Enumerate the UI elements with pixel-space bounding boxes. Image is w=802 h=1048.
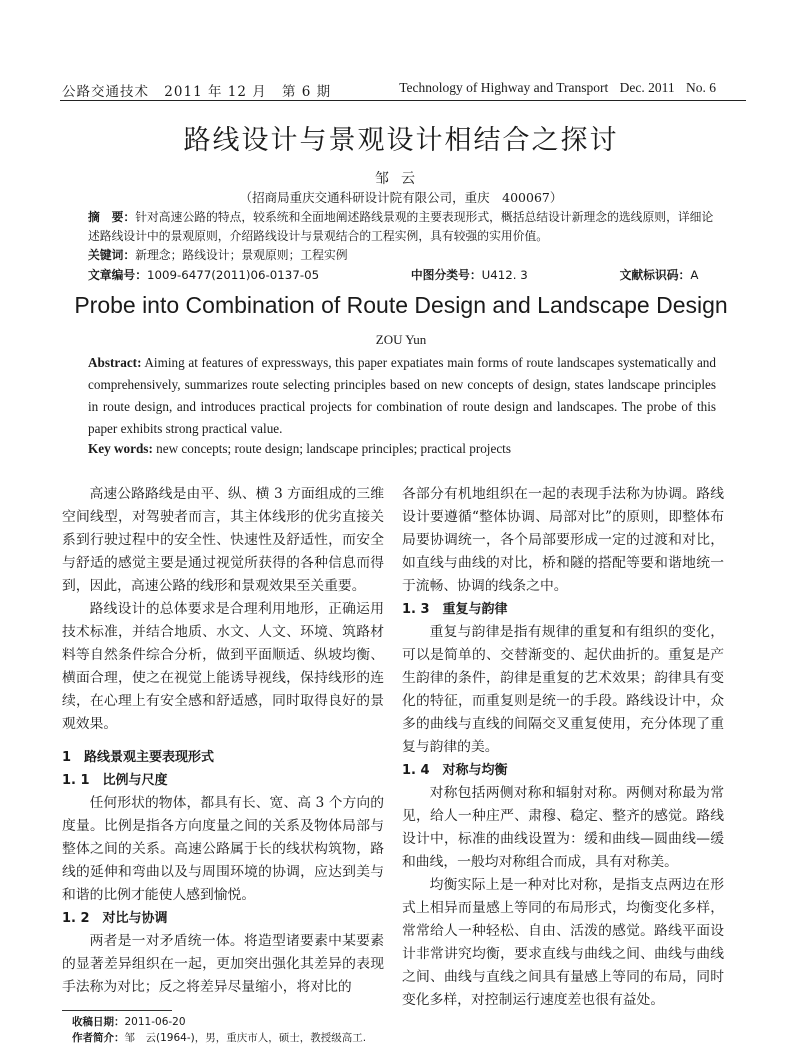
keywords-en-label: Key words: bbox=[88, 441, 153, 456]
abstract-en-text: Aiming at features of expressways, this paper expatiates main forms of route landscapes systematically and comprehensively, summarizes route selecting principles based on new concepts of design, states landscape principles in route design, and introduces practical projects for combination of route design and landscapes. The probe of this paper exhibits strong practical value. bbox=[88, 355, 716, 436]
body-paragraph: 两者是一对矛盾统一体。将造型诸要素中某要素的显著差异组织在一起，更加突出强化其差异的表现手法称为对比；反之将差异尽量缩小，将对比的 bbox=[62, 933, 384, 995]
subsection-heading-1-4: 1. 4 对称与均衡 bbox=[402, 763, 508, 778]
body-column-right bbox=[402, 483, 724, 1012]
body-paragraph: 各部分有机地组织在一起的表现手法称为协调。路线设计要遵循“整体协调、局部对比”的原则，即整体布局要协调统一，各个局部要形成一定的过渡和对比，如直线与曲线的对比，桥和隧的搭配等要和谐地统一于流畅、协调的线条之中。 bbox=[402, 486, 724, 594]
running-header-cn bbox=[62, 80, 341, 100]
keywords-en-text: new concepts; route design; landscape principles; practical projects bbox=[152, 441, 511, 456]
body-paragraph: 均衡实际上是一种对比对称，是指支点两边在形式上相异而量感上等同的布局形式，均衡变化多样，常常给人一种轻松、自由、活泼的感觉。路线平面设计非常讲究均衡，要求直线与曲线之间、曲线与曲线之间、曲线与直线之间具有量感上等同的布局，同时变化多样，对控制运行速度差也很有益处。 bbox=[402, 877, 724, 1008]
author-name-en: ZOU Yun bbox=[375, 332, 427, 347]
paper-title-cn: 路线设计与景观设计相结合之探讨 bbox=[183, 125, 619, 156]
body-paragraph: 对称包括两侧对称和辐射对称。两侧对称最为常见，给人一种庄严、肃穆、稳定、整齐的感觉。路线设计中，标准的曲线设置为：缓和曲线—圆曲线—缓和曲线，一般均对称组合而成，具有对称美。 bbox=[402, 785, 724, 870]
body-paragraph: 路线设计的总体要求是合理利用地形，正确运用技术标准，并结合地质、水文、人文、环境、筑路材料等自然条件综合分析，做到平面顺适、纵坡均衡、横面合理，使之在视觉上能诱导视线，保持线形的连续，在心理上有安全感和舒适感，同时取得良好的景观效果。 bbox=[62, 601, 384, 732]
received-date bbox=[72, 1014, 186, 1029]
abstract-en bbox=[88, 352, 716, 440]
subsection-heading-1-3: 1. 3 重复与韵律 bbox=[402, 602, 508, 617]
issue-date-cn: 2011 年 12 月 bbox=[164, 84, 267, 100]
clc-number: 中图分类号：U412. 3 bbox=[410, 268, 528, 282]
abstract-en-label: Abstract: bbox=[88, 355, 142, 370]
document-code: 文献标识码：A bbox=[619, 268, 699, 282]
running-header-en bbox=[391, 80, 716, 96]
received-date-label: 收稿日期： bbox=[72, 1016, 125, 1028]
subsection-heading-1-1: 1. 1 比例与尺度 bbox=[62, 773, 168, 788]
abstract-cn-text: 针对高速公路的特点，较系统和全面地阐述路线景观的主要表现形式，概括总结设计新理念的选线原则，详细论述路线设计中的景观原则，介绍路线设计与景观结合的工程实例，具有较强的实用价值。 bbox=[88, 210, 714, 243]
issue-number-cn: 第 6 期 bbox=[282, 84, 332, 100]
journal-name-cn: 公路交通技术 bbox=[62, 84, 149, 100]
abstract-cn bbox=[88, 208, 718, 246]
author-bio bbox=[72, 1030, 366, 1045]
issue-number-en: No. 6 bbox=[686, 80, 716, 95]
keywords-en bbox=[88, 441, 716, 457]
body-paragraph: 任何形状的物体，都具有长、宽、高 3 个方向的度量。比例是指各方向度量之间的关系及物体局部与整体之间的关系。高速公路属于长的线状构筑物，路线的延伸和弯曲以及与周围环境的协调，应达到美与和谐的比例才能使人感到愉悦。 bbox=[62, 795, 384, 903]
keywords-cn bbox=[88, 246, 718, 265]
header-divider bbox=[60, 100, 746, 101]
classification-codes bbox=[88, 266, 718, 285]
body-paragraph: 重复与韵律是指有规律的重复和有组织的变化，可以是简单的、交替渐变的、起伏曲折的。重复是产生韵律的条件，韵律是重复的艺术效果；韵律具有变化的特征，而重复则是统一的手段。路线设计中，众多的曲线与直线的间隔交叉重复使用，充分体现了重复与韵律的美。 bbox=[402, 624, 724, 755]
body-column-left bbox=[62, 483, 384, 999]
author-bio-label: 作者简介： bbox=[72, 1032, 125, 1044]
author-bio-value: 邹 云(1964-)，男，重庆市人，硕士，教授级高工. bbox=[124, 1032, 367, 1044]
body-paragraph: 高速公路路线是由平、纵、横 3 方面组成的三维空间线型，对驾驶者而言，其主体线形的优劣直接关系到行驶过程中的安全性、快速性及舒适性，而安全与舒适的感觉主要是通过视觉所获得的各种信息而得到，因此，高速公路的线形和景观效果至关重要。 bbox=[62, 486, 384, 594]
author-name-cn: 邹云 bbox=[375, 171, 427, 187]
paper-title-en: Probe into Combination of Route Design and Landscape Design bbox=[74, 292, 728, 318]
author-affiliation: （招商局重庆交通科研设计院有限公司，重庆 400067） bbox=[239, 190, 563, 205]
footnote-divider bbox=[62, 1010, 172, 1011]
abstract-cn-label: 摘 要： bbox=[88, 210, 136, 224]
issue-date-en: Dec. 2011 bbox=[619, 80, 675, 95]
section-heading-1: 1 路线景观主要表现形式 bbox=[62, 750, 215, 765]
keywords-cn-text: 新理念；路线设计；景观原则；工程实例 bbox=[135, 248, 348, 262]
subsection-heading-1-2: 1. 2 对比与协调 bbox=[62, 911, 168, 926]
article-number: 文章编号：1009-6477(2011)06-0137-05 bbox=[88, 268, 320, 282]
journal-name-en: Technology of Highway and Transport bbox=[399, 80, 609, 95]
keywords-cn-label: 关键词： bbox=[88, 248, 136, 262]
received-date-value: 2011-06-20 bbox=[124, 1016, 186, 1028]
